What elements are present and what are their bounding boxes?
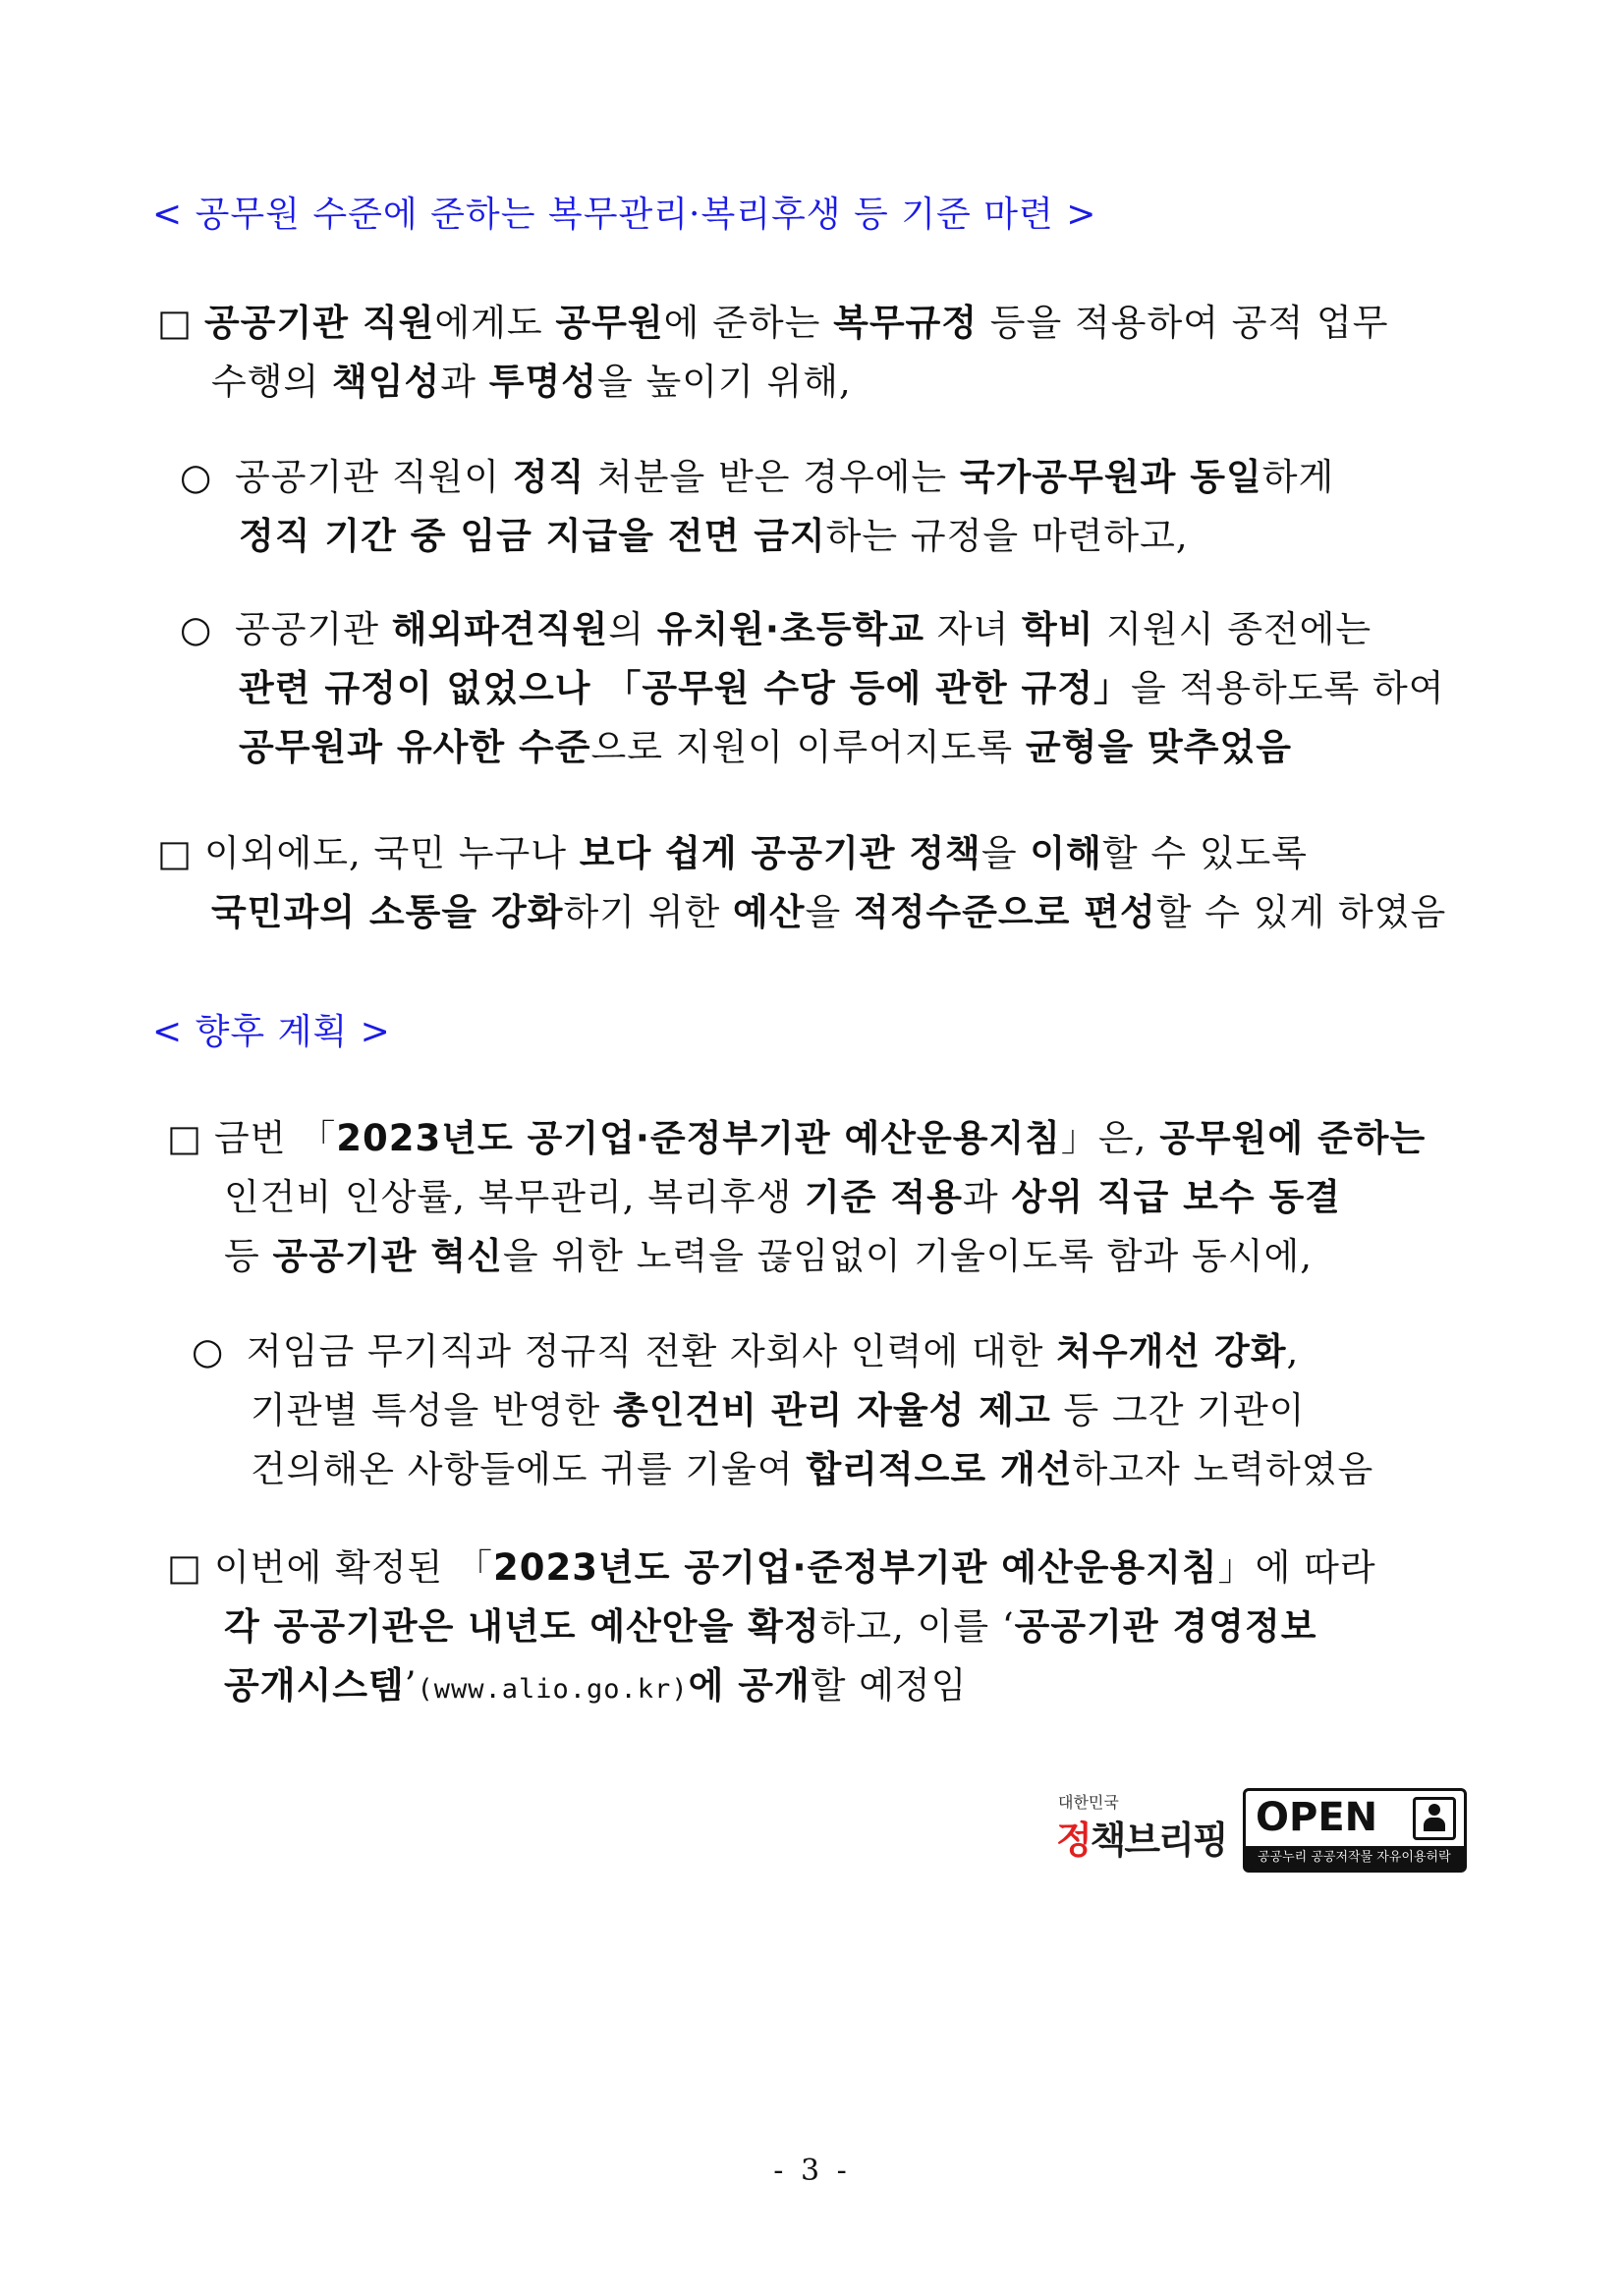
kogl-open-badge: OPEN 공공누리 공공저작물 자유이용허락 — [1243, 1788, 1467, 1873]
subitem-3-line-1 — [192, 1321, 1299, 1374]
text: 에 준하는 — [663, 302, 834, 344]
text: 과 — [440, 361, 489, 403]
circle-bullet: ○ — [180, 456, 213, 498]
text: 할 수 있도록 — [1101, 832, 1309, 874]
bold-text: 기준 적용 — [804, 1176, 963, 1218]
bold-text: 유치원·초등학교 — [656, 608, 924, 650]
circle-bullet: ○ — [192, 1330, 225, 1372]
bold-text: 공공기관 경영정보 — [1014, 1605, 1317, 1648]
text: 이외에도, 국민 누구나 — [204, 832, 580, 874]
text: 할 수 있게 하였음 — [1155, 891, 1447, 933]
bold-text: 2023년도 공기업·준정부기관 예산운용지침 — [336, 1117, 1061, 1159]
bold-text: 적정수준으로 편성 — [853, 891, 1156, 933]
paragraph-3-line-3 — [224, 1226, 1313, 1279]
text: 하게 — [1261, 456, 1335, 498]
policy-briefing-logo: 대한민국 정책브리핑 — [1056, 1793, 1227, 1862]
paragraph-2-line-1 — [157, 823, 1308, 876]
paragraph-4-line-2 — [224, 1596, 1317, 1650]
box-bullet: □ — [167, 1117, 202, 1159]
bold-text: 투명성 — [488, 361, 597, 403]
subitem-2-line-2 — [239, 658, 1444, 711]
text: 공공기관 — [235, 608, 392, 650]
text: 하고자 노력하였음 — [1072, 1448, 1374, 1490]
attribution-icon — [1413, 1797, 1456, 1840]
footer-logos — [1056, 1788, 1469, 1875]
bold-text: 2023년도 공기업·준정부기관 예산운용지침 — [492, 1546, 1218, 1589]
box-bullet: □ — [157, 832, 193, 874]
text: 등을 적용하여 공적 업무 — [978, 302, 1389, 344]
text: 처분을 받은 경우에는 — [585, 456, 960, 498]
subitem-3-line-3 — [251, 1439, 1373, 1492]
bold-text: 국가공무원과 동일 — [959, 456, 1262, 498]
system-name: 공개시스템 — [224, 1664, 405, 1707]
section-heading-policy: < 공무원 수준에 준하는 복무관리·복리후생 등 기준 마련 > — [152, 195, 1097, 235]
text: 자녀 — [924, 608, 1022, 650]
bold-text: 정직 기간 중 임금 지급을 전면 금지 — [239, 515, 826, 557]
bold-text: 해외파견직원 — [391, 608, 609, 650]
bold-text: 각 공공기관은 내년도 예산안을 확정 — [224, 1605, 820, 1648]
box-bullet: □ — [157, 302, 193, 344]
bold-text: 공무원에 준하는 — [1159, 1117, 1427, 1159]
box-bullet: □ — [167, 1546, 202, 1589]
paragraph-3-line-2 — [224, 1167, 1341, 1220]
bold-text: 합리적으로 개선 — [806, 1448, 1073, 1490]
text: 금번 「 — [214, 1117, 337, 1159]
bold-text: 학비 — [1021, 608, 1094, 650]
bold-text: 보다 쉽게 공공기관 정책 — [579, 832, 981, 874]
bold-text: 상위 직급 보수 동결 — [1011, 1176, 1341, 1218]
bold-text: 이해 — [1030, 832, 1102, 874]
text: 과 — [962, 1176, 1012, 1218]
text: 으로 지원이 이루어지도록 — [590, 726, 1026, 768]
bold-text: 책임성 — [332, 361, 441, 403]
bold-text: 국민과의 소통을 강화 — [211, 891, 564, 933]
bold-text: 복무규정 — [833, 302, 979, 344]
circle-bullet: ○ — [180, 608, 213, 650]
text: 」은, — [1060, 1117, 1160, 1159]
subitem-3-line-2 — [251, 1380, 1306, 1433]
publish-text: 에 공개 — [688, 1664, 811, 1707]
text: 하기 위한 — [563, 891, 733, 933]
bold-text: 공공기관 혁신 — [272, 1235, 503, 1277]
bold-text: 관련 규정이 없었으나 「공무원 수당 등에 관한 규정」 — [239, 667, 1132, 709]
subitem-1-line-2 — [239, 506, 1189, 559]
bold-text: 정직 — [512, 456, 586, 498]
paragraph-4-line-3: 공개시스템’(www.alio.go.kr)에 공개할 예정임 — [224, 1664, 968, 1707]
text: 등 — [224, 1235, 273, 1277]
paragraph-1-line-2 — [211, 352, 852, 405]
bold-text: 공무원 — [555, 302, 664, 344]
text: , — [1286, 1330, 1300, 1372]
text: 지원시 종전에는 — [1093, 608, 1372, 650]
paragraph-3-line-1 — [167, 1108, 1426, 1161]
bold-text: 예산 — [732, 891, 806, 933]
bold-text: 균형을 맞추었음 — [1025, 726, 1292, 768]
bold-text: 공공기관 직원 — [204, 302, 435, 344]
text: 공공기관 직원이 — [235, 456, 513, 498]
text: 을 — [805, 891, 854, 933]
text: 」에 따라 — [1217, 1546, 1376, 1589]
text: 하고, 이를 ‘ — [819, 1605, 1015, 1648]
paragraph-4-line-1 — [167, 1538, 1376, 1591]
text: 의 — [608, 608, 657, 650]
text: 을 높이기 위해, — [596, 361, 852, 403]
text: 수행의 — [211, 361, 332, 403]
text: 건의해온 사항들에도 귀를 기울여 — [251, 1448, 807, 1490]
text: 이번에 확정된 「 — [214, 1546, 493, 1589]
text: 을 적용하도록 하여 — [1131, 667, 1445, 709]
text: 을 위한 노력을 끊임없이 기울이도록 함과 동시에, — [502, 1235, 1314, 1277]
text: 하는 규정을 마련하고, — [825, 515, 1189, 557]
subitem-2-line-1 — [180, 599, 1372, 652]
paragraph-1-line-1 — [157, 293, 1389, 346]
page-number: - 3 - — [773, 2154, 851, 2188]
subitem-1-line-1 — [180, 447, 1334, 500]
text: 에게도 — [434, 302, 556, 344]
text: 인건비 인상률, 복무관리, 복리후생 — [224, 1176, 805, 1218]
bold-text: 총인건비 관리 자율성 제고 — [612, 1389, 1051, 1431]
bold-text: 처우개선 강화 — [1056, 1330, 1287, 1372]
subitem-2-line-3 — [239, 717, 1292, 770]
alio-url: (www.alio.go.kr) — [417, 1674, 689, 1705]
text: 등 그간 기관이 — [1050, 1389, 1306, 1431]
text: 저임금 무기직과 정규직 전환 자회사 인력에 대한 — [247, 1330, 1057, 1372]
text: 을 — [980, 832, 1031, 874]
bold-text: 공무원과 유사한 수준 — [239, 726, 591, 768]
text: 기관별 특성을 반영한 — [251, 1389, 613, 1431]
section-heading-plan: < 향후 계획 > — [152, 1012, 391, 1052]
paragraph-2-line-2 — [211, 882, 1446, 935]
